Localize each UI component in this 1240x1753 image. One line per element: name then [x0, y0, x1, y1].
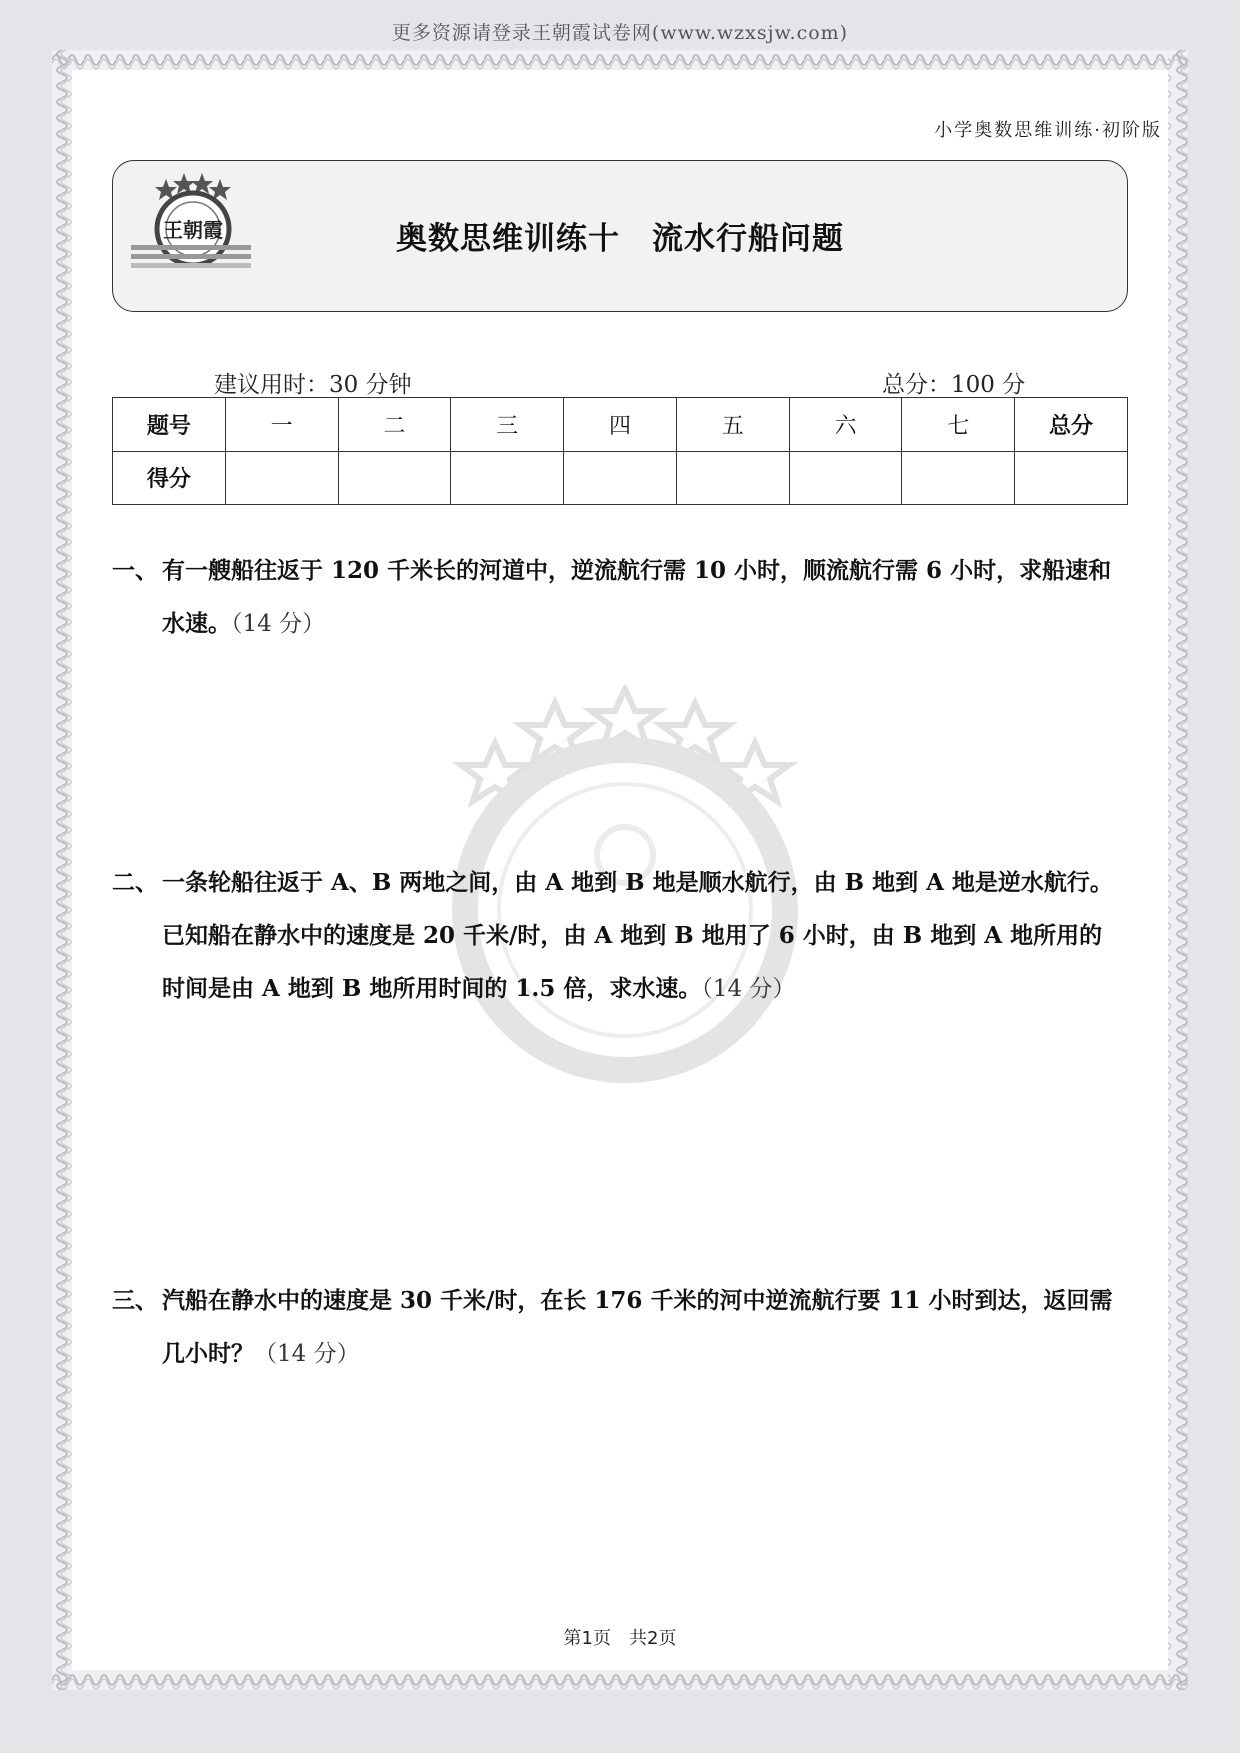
score-header-cell: 六	[789, 398, 902, 452]
question-text: 汽船在静水中的速度是 30 千米/时，在长 176 千米的河中逆流航行要 11 小时到达，返回需几小时？	[162, 1287, 1113, 1367]
score-input-cell[interactable]	[676, 451, 789, 505]
page-title: 奥数思维训练十 流水行船问题	[396, 221, 844, 257]
score-input-cell[interactable]	[789, 451, 902, 505]
suggested-time: 建议用时：30 分钟	[214, 372, 412, 398]
score-header-cell: 总分	[1015, 398, 1128, 452]
question-1	[112, 544, 1122, 651]
question-points: （14 分）	[701, 976, 796, 1002]
score-header-cell: 二	[338, 398, 451, 452]
page-footer: 第1页 共2页	[563, 1628, 677, 1649]
question-points: （14 分）	[231, 611, 326, 637]
score-input-cell[interactable]	[564, 451, 677, 505]
score-input-cell[interactable]	[902, 451, 1015, 505]
score-table-score-row	[113, 451, 1128, 505]
question-text: 一条轮船往返于 A、B 两地之间，由 A 地到 B 地是顺水航行，由 B 地到 A 地是逆水航行。已知船在静水中的速度是 20 千米/时，由 A 地到 B 地用了 6 小时，由 B 地到 A 地所用的时间是由 A 地到 B 地所用时间的 1.5 倍，求水速。	[162, 869, 1113, 1002]
score-table	[112, 397, 1128, 505]
title-banner	[112, 160, 1128, 312]
score-input-cell[interactable]	[451, 451, 564, 505]
question-text: 有一艘船往返于 120 千米长的河道中，逆流航行需 10 小时，顺流航行需 6 小时，求船速和水速。	[162, 557, 1112, 637]
score-header-cell: 题号	[113, 398, 226, 452]
score-table-header-row	[113, 398, 1128, 452]
score-input-cell[interactable]	[225, 451, 338, 505]
question-number: 三、	[112, 1287, 158, 1314]
score-row-label: 得分	[113, 451, 226, 505]
score-header-cell: 五	[676, 398, 789, 452]
question-points: （14 分）	[254, 1341, 360, 1367]
score-header-cell: 四	[564, 398, 677, 452]
question-3	[112, 1274, 1122, 1381]
logo-text: 王朝霞	[163, 218, 223, 242]
score-header-cell: 七	[902, 398, 1015, 452]
total-score: 总分：100 分	[882, 372, 1026, 398]
score-header-cell: 一	[225, 398, 338, 452]
series-label: 小学奥数思维训练·初阶版	[934, 120, 1162, 141]
question-number: 一、	[112, 557, 158, 584]
score-header-cell: 三	[451, 398, 564, 452]
question-2	[112, 856, 1122, 1016]
score-input-cell[interactable]	[338, 451, 451, 505]
score-input-cell[interactable]	[1015, 451, 1128, 505]
question-number: 二、	[112, 869, 158, 896]
resource-banner: 更多资源请登录王朝霞试卷网(www.wzxsjw.com)	[391, 22, 849, 44]
